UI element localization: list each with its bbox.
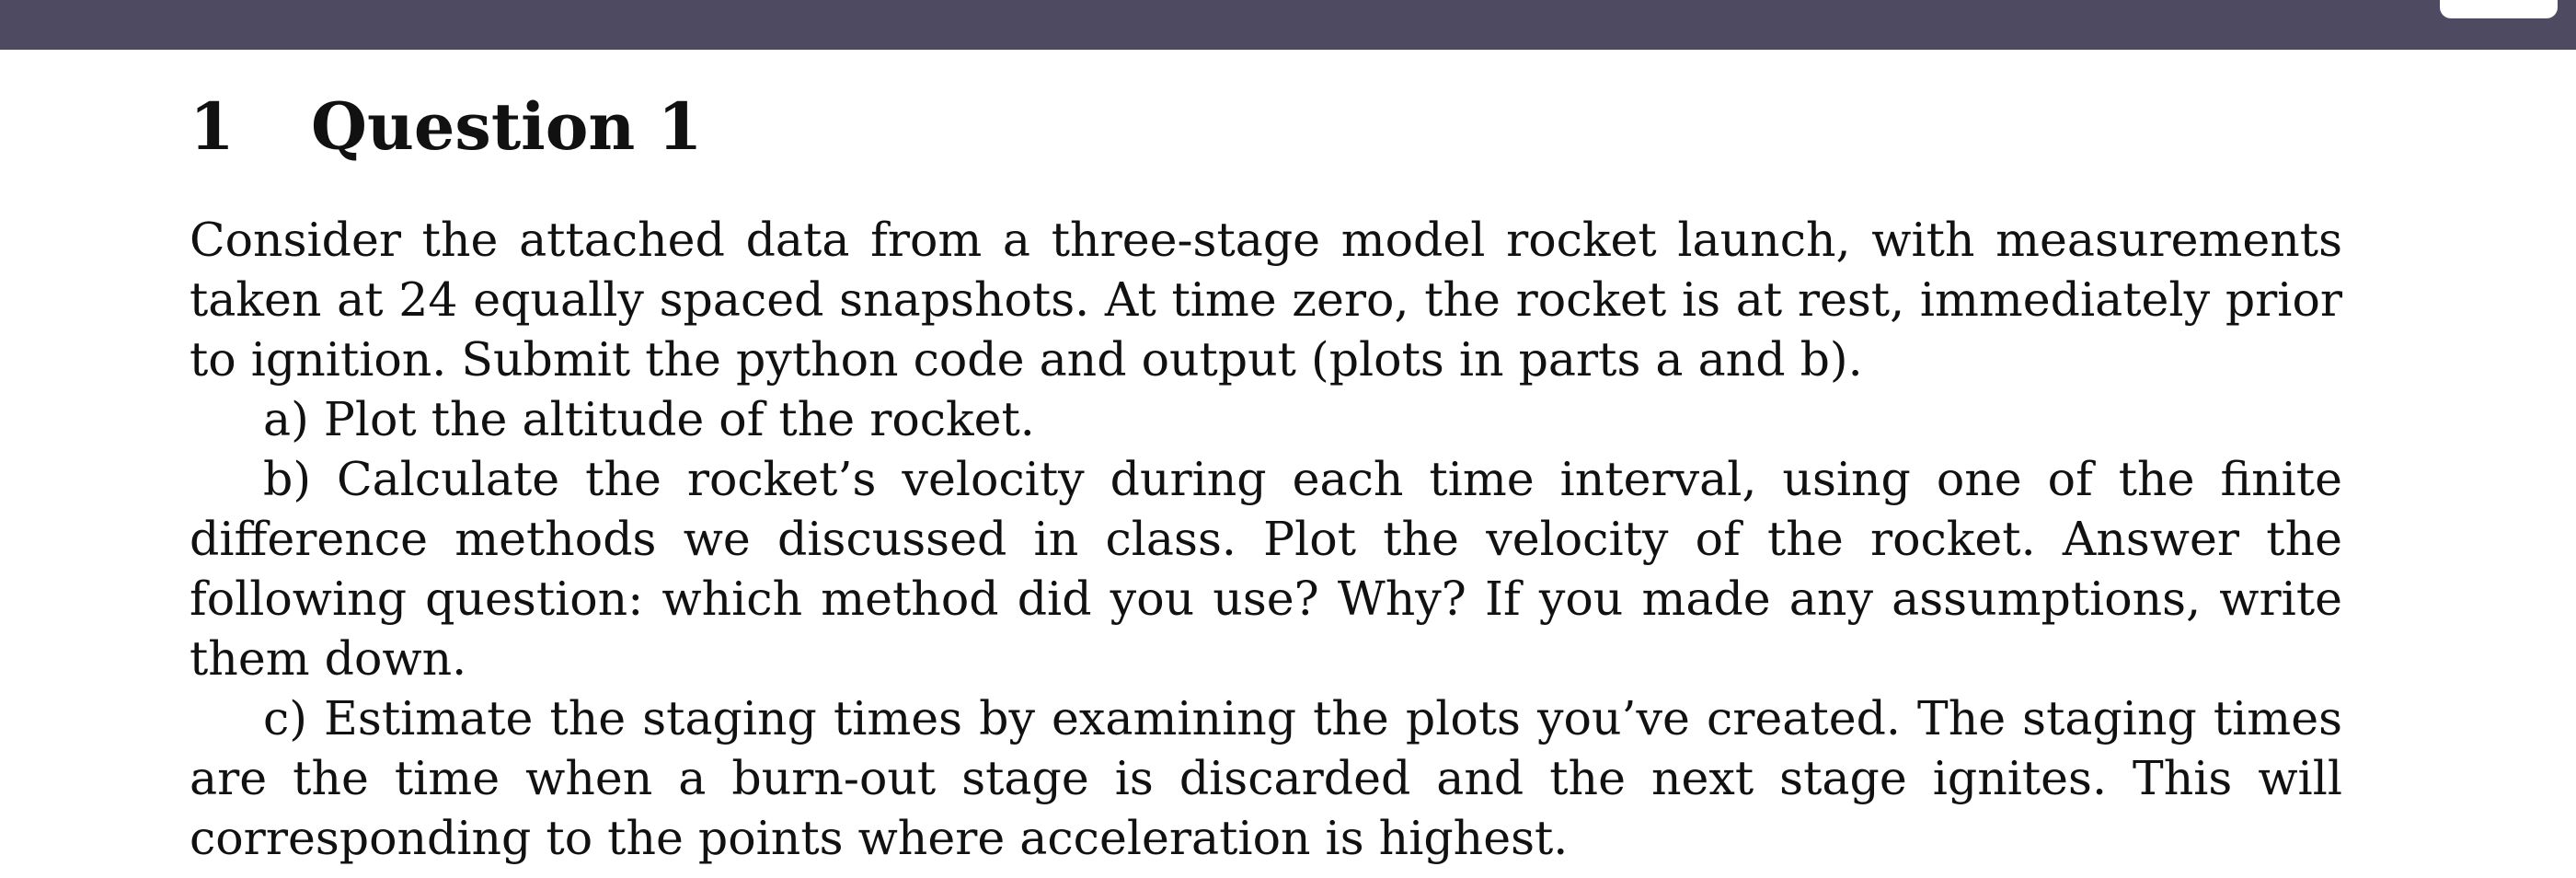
section-title: Question 1 (311, 88, 703, 165)
section-heading (190, 81, 2342, 173)
part-a (190, 389, 2342, 449)
intro-paragraph: Consider the attached data from a three-stage model rocket launch, with measurements taken at 24 equally spaced snapshots. At time zero, the rocket is at rest, immediately prior to ignition. Submit the python code and output (plots in parts a and b). (190, 213, 2342, 387)
window-top-bar (0, 0, 2576, 50)
part-a-text: a) Plot the altitude of the rocket. (263, 392, 1035, 446)
top-bar-button[interactable] (2440, 0, 2558, 18)
part-c: c) Estimate the staging times by examining the plots you’ve created. The staging times are the time when a burn-out stage is discarded and the next stage ignites. This will corresponding to the points where acceleration is highest. (190, 691, 2342, 865)
section-number: 1 (190, 88, 235, 165)
part-b: b) Calculate the rocket’s velocity during each time interval, using one of the finite difference methods we discussed in class. Plot the velocity of the rocket. Answer the following question: which method did you use? Why? If you made any assumptions, write them down. (190, 452, 2342, 686)
document-page (190, 81, 2342, 865)
question-body (190, 210, 2342, 868)
